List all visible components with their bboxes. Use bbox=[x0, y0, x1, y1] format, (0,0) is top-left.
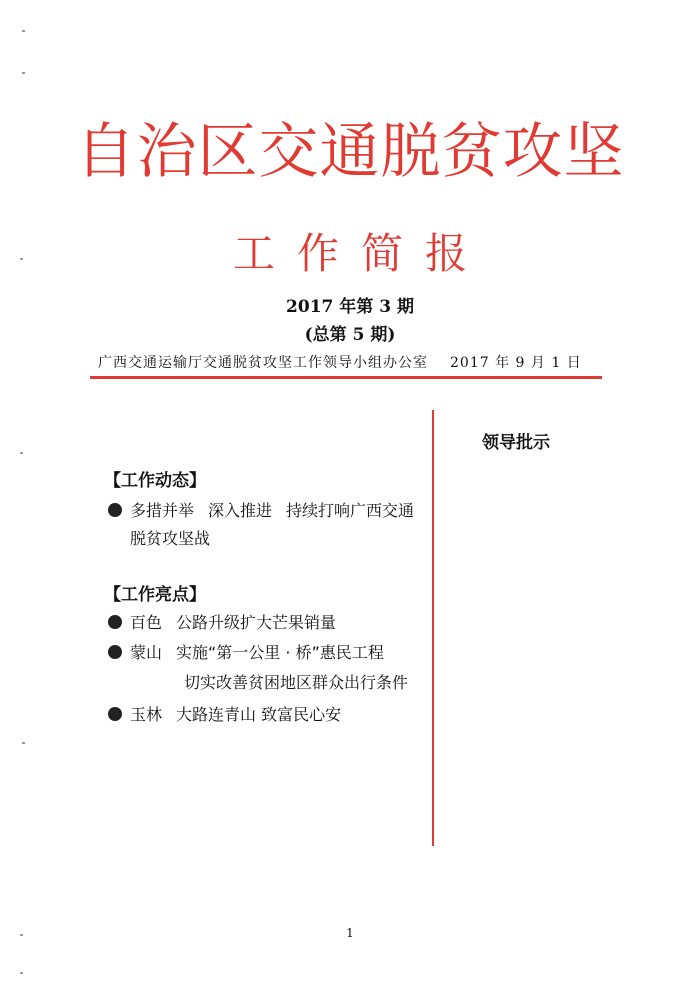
item-part: 公路升级扩大芒果销量 bbox=[176, 613, 337, 632]
scan-speck bbox=[20, 934, 23, 936]
scan-speck bbox=[22, 72, 25, 74]
item-part: 多措并举 bbox=[130, 501, 195, 520]
list-item[interactable] bbox=[108, 640, 384, 663]
section-heading-highlights: 【工作亮点】 bbox=[104, 585, 206, 605]
issue-number: 2017 年第 3 期 bbox=[286, 297, 414, 317]
column-divider bbox=[432, 410, 434, 846]
item-part: 大路连青山 致富民心安 bbox=[176, 705, 342, 724]
list-item-continuation: 脱贫攻坚战 bbox=[130, 529, 211, 548]
list-item[interactable] bbox=[108, 498, 414, 521]
total-issue-number: (总第 5 期) bbox=[304, 325, 396, 345]
item-part: 玉林 bbox=[130, 705, 163, 724]
item-part: 实施“第一公里 · 桥”惠民工程 bbox=[176, 643, 384, 662]
scan-speck bbox=[20, 452, 23, 454]
scan-speck bbox=[22, 30, 25, 32]
list-item[interactable] bbox=[108, 610, 336, 633]
bullet-icon bbox=[108, 615, 122, 629]
publisher-line bbox=[98, 352, 582, 372]
leader-comments-heading: 领导批示 bbox=[482, 433, 550, 453]
item-part: 百色 bbox=[130, 613, 163, 632]
item-part: 蒙山 bbox=[130, 643, 163, 662]
masthead-subtitle: 工作简报 bbox=[232, 229, 489, 278]
page-number: 1 bbox=[346, 926, 354, 940]
scan-speck bbox=[20, 258, 23, 260]
bullet-icon bbox=[108, 707, 122, 721]
bullet-icon bbox=[108, 645, 122, 659]
publish-date: 2017 年 9 月 1 日 bbox=[450, 355, 582, 371]
list-item[interactable] bbox=[108, 702, 341, 725]
bullet-icon bbox=[108, 503, 122, 517]
publisher-org: 广西交通运输厅交通脱贫攻坚工作领导小组办公室 bbox=[98, 355, 428, 371]
scan-speck bbox=[20, 972, 23, 974]
item-part: 持续打响广西交通 bbox=[286, 501, 415, 520]
scan-speck bbox=[22, 742, 25, 744]
header-divider bbox=[90, 376, 602, 379]
item-part: 深入推进 bbox=[208, 501, 273, 520]
masthead-title: 自治区交通脱贫攻坚 bbox=[75, 117, 625, 187]
section-heading-work-news: 【工作动态】 bbox=[104, 471, 206, 491]
list-item-continuation: 切实改善贫困地区群众出行条件 bbox=[184, 673, 409, 692]
